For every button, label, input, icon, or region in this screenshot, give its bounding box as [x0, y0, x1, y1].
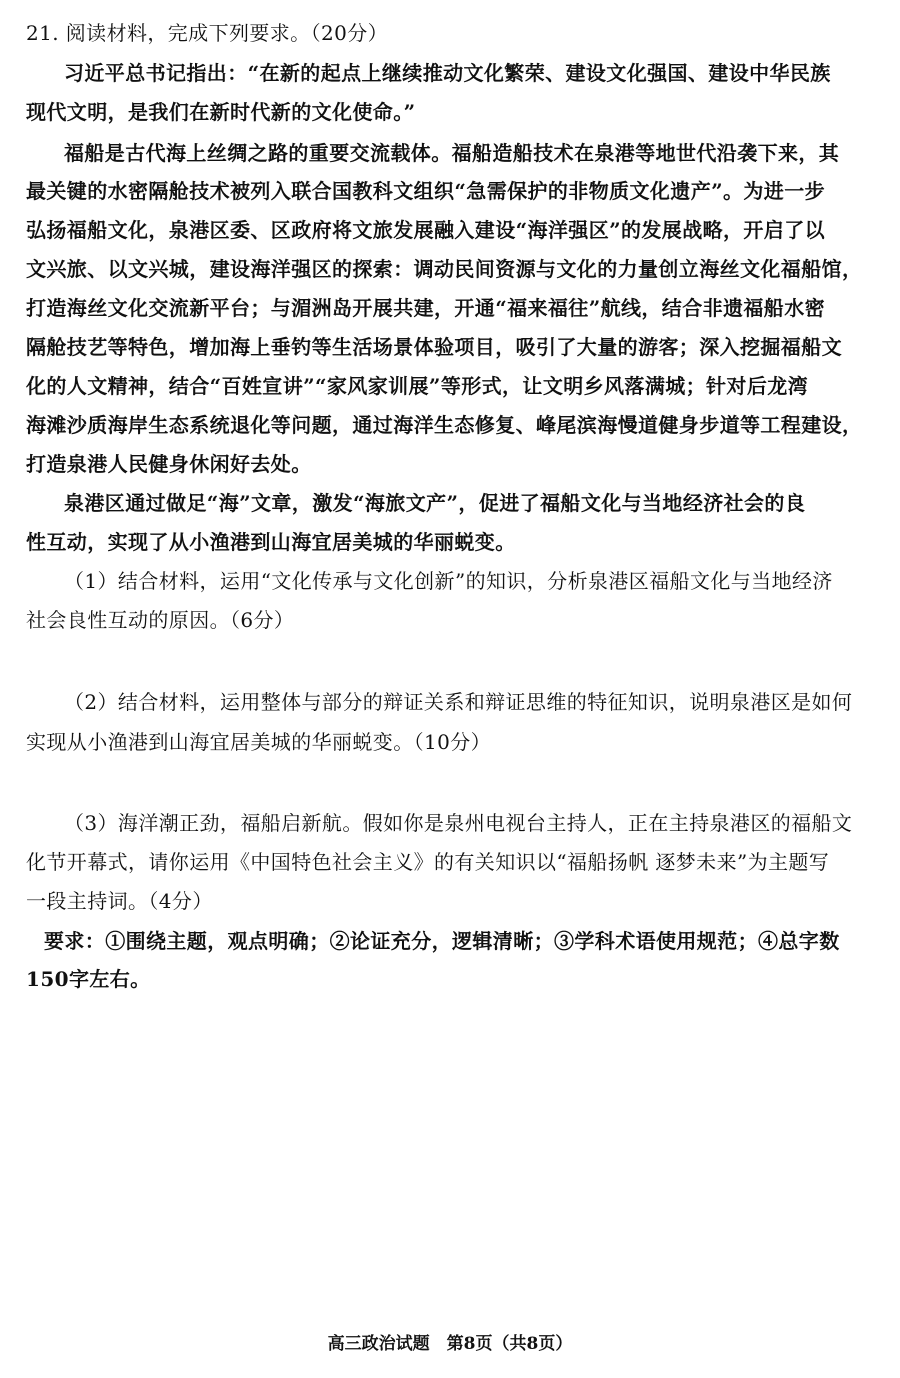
material-line: 隔舱技艺等特色，增加海上垂钓等生活场景体验项目，吸引了大量的游客；深入挖掘福船文: [26, 335, 842, 359]
material-line: 打造泉港人民健身休闲好去处。: [26, 452, 312, 476]
material-line: 弘扬福船文化，泉港区委、区政府将文旅发展融入建设“海洋强区”的发展战略，开启了以: [26, 218, 826, 242]
quote-line-2: 现代文明，是我们在新时代新的文化使命。”: [26, 100, 416, 124]
material-line: 性互动，实现了从小渔港到山海宜居美城的华丽蜕变。: [26, 530, 516, 554]
sub-question-3-line: （3）海洋潮正劲，福船启新航。假如你是泉州电视台主持人，正在主持泉港区的福船文: [64, 811, 853, 835]
question-header: 21. 阅读材料，完成下列要求。（20分）: [26, 21, 389, 45]
requirement-line: 150字左右。: [26, 967, 151, 991]
sub-question-3-line: 化节开幕式，请你运用《中国特色社会主义》的有关知识以“福船扬帆 逐梦未来”为主题写: [26, 850, 830, 874]
material-line: 海滩沙质海岸生态系统退化等问题，通过海洋生态修复、峰尾滨海慢道健身步道等工程建设，: [26, 413, 863, 437]
requirement-line: 要求：①围绕主题，观点明确；②论证充分，逻辑清晰；③学科术语使用规范；④总字数: [44, 929, 840, 953]
sub-question-2-line: （2）结合材料，运用整体与部分的辩证关系和辩证思维的特征知识，说明泉港区是如何: [64, 690, 853, 714]
material-line: 最关键的水密隔舱技术被列入联合国教科文组织“急需保护的非物质文化遗产”。为进一步: [26, 179, 826, 203]
sub-question-1-line: 社会良性互动的原因。（6分）: [26, 608, 295, 632]
sub-question-1-line: （1）结合材料，运用“文化传承与文化创新”的知识，分析泉港区福船文化与当地经济: [64, 569, 833, 593]
sub-question-3-line: 一段主持词。（4分）: [26, 889, 213, 913]
material-line: 福船是古代海上丝绸之路的重要交流载体。福船造船技术在泉港等地世代沿袭下来，其: [64, 141, 840, 165]
material-line: 文兴旅、以文兴城，建设海洋强区的探索：调动民间资源与文化的力量创立海丝文化福船馆，: [26, 257, 863, 281]
quote-line-1: 习近平总书记指出：“在新的起点上继续推动文化繁荣、建设文化强国、建设中华民族: [64, 61, 831, 85]
material-line: 泉港区通过做足“海”文章，激发“海旅文产”，促进了福船文化与当地经济社会的良: [64, 491, 806, 515]
sub-question-2-line: 实现从小渔港到山海宜居美城的华丽蜕变。（10分）: [26, 730, 492, 754]
material-line: 打造海丝文化交流新平台；与湄洲岛开展共建，开通“福来福往”航线，结合非遗福船水密: [26, 296, 826, 320]
material-line: 化的人文精神，结合“百姓宣讲”“家风家训展”等形式，让文明乡风落满城；针对后龙湾: [26, 374, 809, 398]
page-footer: 高三政治试题 第8页（共8页）: [327, 1334, 573, 1354]
